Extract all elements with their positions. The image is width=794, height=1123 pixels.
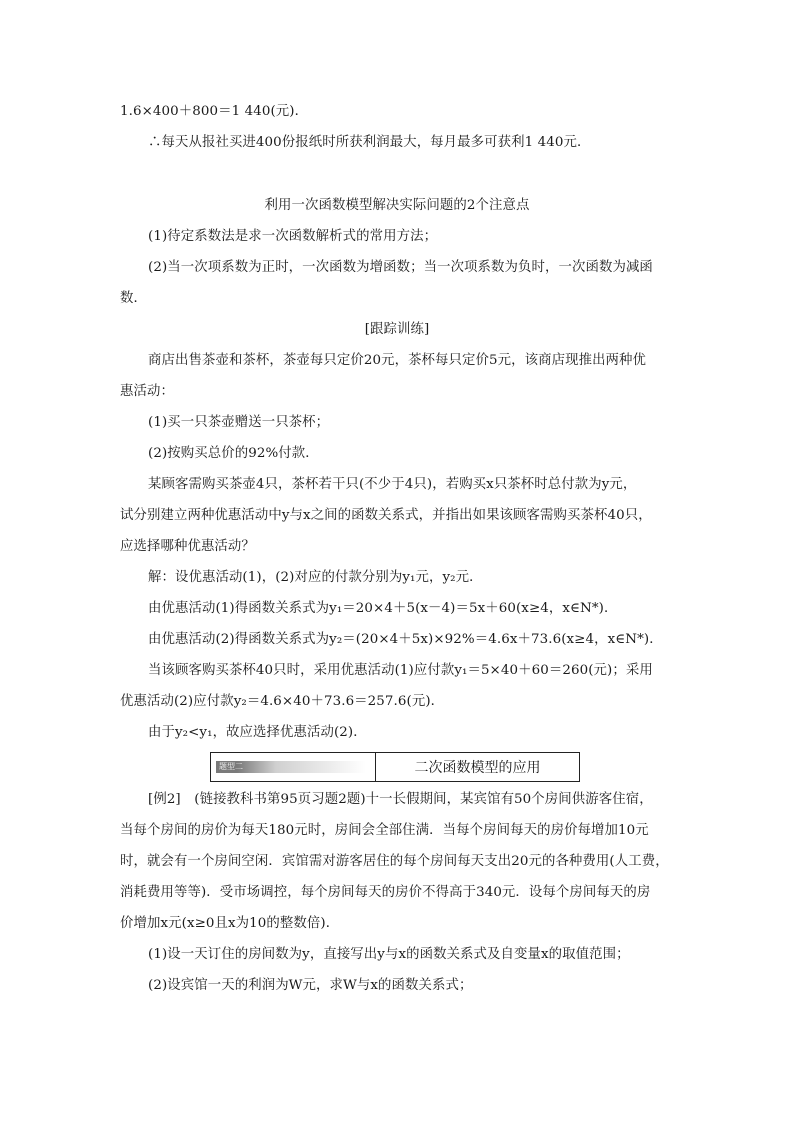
- example-line: (1)设一天订住的房间数为y，直接写出y与x的函数关系式及自变量x的取值范围；: [148, 947, 630, 962]
- solution-line: 优惠活动(2)应付款y₂＝4.6×40＋73.6＝257.6(元)．: [120, 694, 445, 709]
- example-line: 价增加x元(x≥0且x为10的整数倍)．: [120, 916, 340, 931]
- example-line: [例2] (链接教科书第95页习题2题)十一长假期间，某宾馆有50个房间供游客住宿，: [148, 792, 653, 807]
- text-line: 数．: [120, 291, 147, 306]
- text-line: (2)按购买总价的92%付款．: [148, 446, 319, 461]
- solution-line: 由于y₂<y₁，故应选择优惠活动(2)．: [148, 725, 367, 740]
- example-line: 时，就会有一个房间空闲．宾馆需对游客居住的每个房间每天支出20元的各种费用(人工费，: [120, 854, 669, 869]
- example-line: 当每个房间的房价为每天180元时，房间会全部住满．当每个房间每天的房价每增加10元: [120, 823, 649, 838]
- solution-line: 由优惠活动(2)得函数关系式为y₂＝(20×4＋5x)×92%＝4.6x＋73.6(x≥4，x∈N*)．: [148, 632, 663, 647]
- topic-tag-label: 题型二: [219, 762, 243, 771]
- text-line: (1)买一只茶壶赠送一只茶杯；: [148, 415, 330, 430]
- text-line: 商店出售茶壶和茶杯，茶壶每只定价20元，茶杯每只定价5元，该商店现推出两种优: [148, 353, 647, 368]
- text-line: 惠活动：: [120, 384, 174, 399]
- text-line: 应选择哪种优惠活动？: [120, 539, 255, 554]
- solution-line: 当该顾客购买茶杯40只时，采用优惠活动(1)应付款y₁＝5×40＋60＝260(元)；采用: [148, 663, 653, 678]
- topic-title: 二次函数模型的应用: [414, 760, 541, 776]
- solution-line: 由优惠活动(1)得函数关系式为y₁＝20×4＋5(x－4)＝5x＋60(x≥4，x∈N*)．: [148, 601, 618, 616]
- example-line: 消耗费用等等)．受市场调控，每个房间每天的房价不得高于340元．设每个房间每天的房: [120, 885, 651, 900]
- solution-line: 解：设优惠活动(1)，(2)对应的付款分别为y₁元，y₂元．: [148, 570, 483, 585]
- text-line: 某顾客需购买茶壶4只，茶杯若干只(不少于4只)，若购买x只茶杯时总付款为y元，: [148, 477, 637, 492]
- text-line: 1.6×400＋800＝1 440(元)．: [120, 104, 309, 119]
- text-line: ∴每天从报社买进400份报纸时所获利润最大，每月最多可获利1 440元．: [148, 135, 591, 150]
- practice-heading: [跟踪训练]: [364, 322, 430, 337]
- text-line: 试分别建立两种优惠活动中y与x之间的函数关系式，并指出如果该顾客需购买茶杯40只，: [120, 508, 652, 523]
- example-line: (2)设宾馆一天的利润为W元，求W与x的函数关系式；: [148, 978, 473, 993]
- topic-header-box: [210, 752, 580, 782]
- topic-tag-cell: [211, 753, 376, 781]
- text-line: (1)待定系数法是求一次函数解析式的常用方法；: [148, 229, 438, 244]
- section-heading: 利用一次函数模型解决实际问题的2个注意点: [264, 198, 530, 213]
- text-line: (2)当一次项系数为正时，一次函数为增函数；当一次项系数为负时，一次函数为减函: [148, 260, 653, 275]
